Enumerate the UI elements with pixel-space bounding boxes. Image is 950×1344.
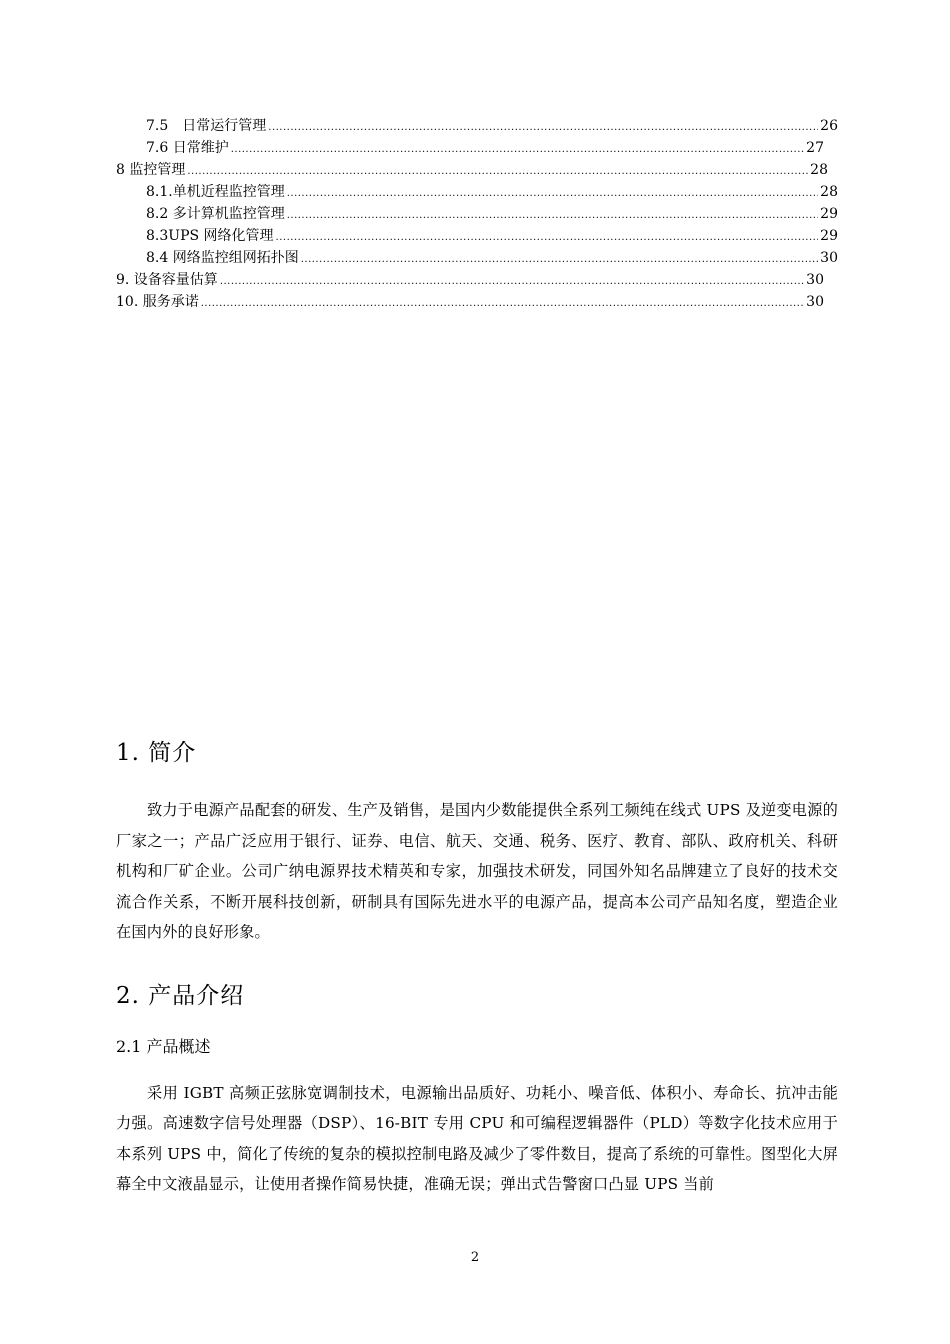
toc-entry-page: 29 [820,206,838,222]
toc-entry-9[interactable] [116,269,824,291]
toc-entry-page: 26 [820,118,838,134]
intro-paragraph: 致力于电源产品配套的研发、生产及销售，是国内少数能提供全系列工频纯在线式 UPS 及逆变电源的厂家之一；产品广泛应用于银行、证券、电信、航天、交通、税务、医疗、教育、部队、政府机关、科研机构和厂矿企业。公司广纳电源界技术精英和专家，加强技术研发，同国外知名品牌建立了良好的技术交流合作关系，不断开展科技创新，研制具有国际先进水平的电源产品，提高本公司产品知名度，塑造企业在国内外的良好形象。 [116,801,838,941]
toc-entry-page: 30 [806,294,824,310]
toc-entry-page: 30 [820,250,838,266]
section-heading-product: 2. 产品介绍 [116,982,245,1009]
toc-entry-page: 28 [820,184,838,200]
toc-entry-page: 28 [810,162,828,178]
toc-leader-dots [231,139,804,161]
toc-entry-label: 8.4 网络监控组网拓扑图 [146,250,299,266]
toc-entry-label: 10. 服务承诺 [116,294,199,310]
toc-entry-label: 8.1.单机近程监控管理 [146,184,285,200]
toc-leader-dots [301,249,818,271]
toc-entry-8-4[interactable] [146,247,838,269]
toc-leader-dots [268,117,818,139]
toc-entry-label: 8 监控管理 [116,162,186,178]
toc-entry-page: 30 [806,272,824,288]
toc-entry-7-6[interactable] [146,137,824,159]
toc-entry-label: 9. 设备容量估算 [116,272,218,288]
toc-entry-8-3[interactable] [146,225,838,247]
toc-entry-label: 7.6 日常维护 [146,140,229,156]
subsection-heading-overview: 2.1 产品概述 [116,1036,211,1056]
page-number: 2 [470,1250,480,1265]
toc-entry-label: 7.5 日常运行管理 [146,118,267,134]
toc-leader-dots [201,293,804,315]
main-content [116,735,838,1200]
toc-entry-10[interactable] [116,291,824,313]
toc-entry-8-2[interactable] [146,203,838,225]
toc-entry-label: 8.3UPS 网络化管理 [146,228,274,244]
toc-leader-dots [276,227,819,249]
product-overview-paragraph: 采用 IGBT 高频正弦脉宽调制技术，电源输出品质好、功耗小、噪音低、体积小、寿命长、抗冲击能力强。高速数字信号处理器（DSP）、16-BIT 专用 CPU 和可编程逻辑器件（PLD）等数字化技术应用于本系列 UPS 中，简化了传统的复杂的模拟控制电路及减少了零件数目，提高了系统的可靠性。图型化大屏幕全中文液晶显示，让使用者操作简易快捷，准确无误；弹出式告警窗口凸显 UPS 当前 [116,1083,838,1193]
toc-leader-dots [220,271,804,293]
toc-leader-dots [287,183,818,205]
toc-entry-8-1[interactable] [146,181,838,203]
toc-leader-dots [187,161,808,183]
toc-entry-page: 27 [806,140,824,156]
toc-entry-page: 29 [820,228,838,244]
section-heading-intro: 1. 简介 [116,740,197,766]
toc-entry-8[interactable] [116,159,828,181]
toc-entry-7-5[interactable] [146,115,838,137]
toc-entry-label: 8.2 多计算机监控管理 [146,206,285,222]
toc-leader-dots [287,205,818,227]
